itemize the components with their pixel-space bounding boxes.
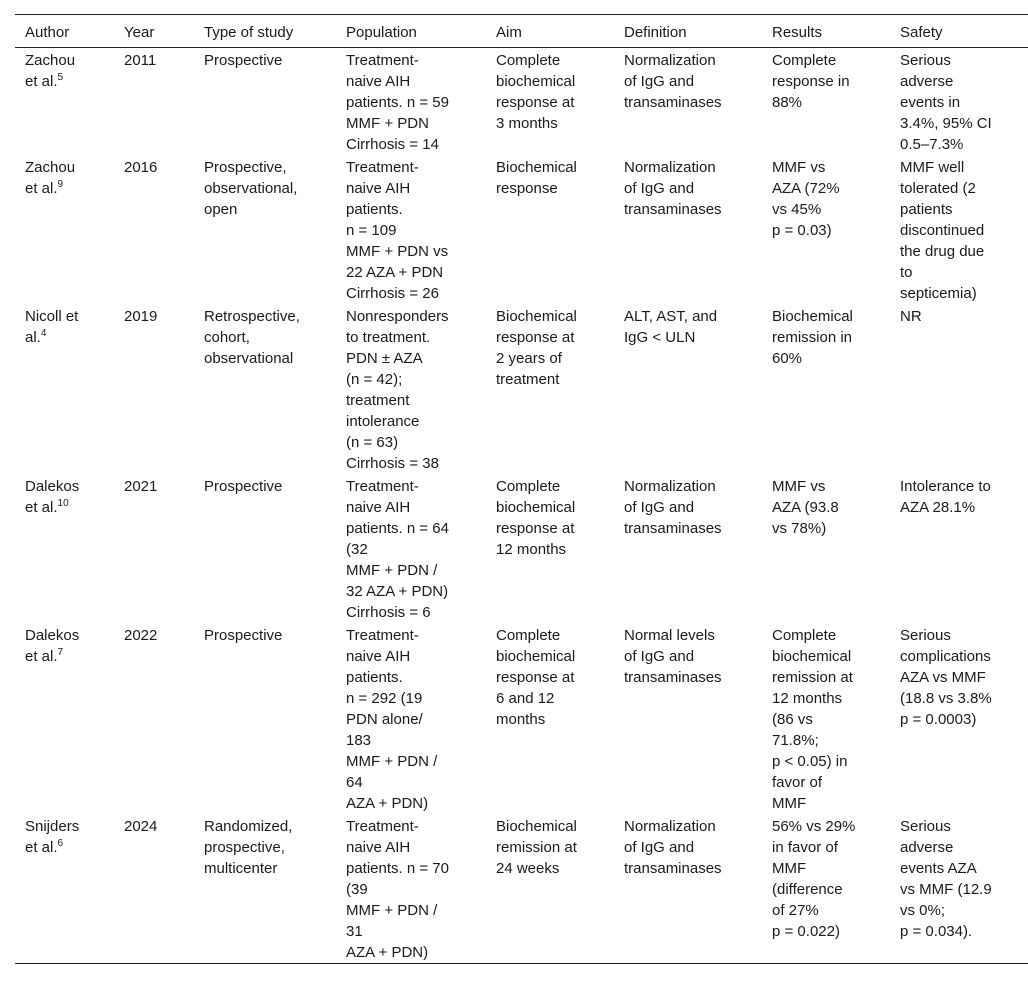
author-text: Dalekos et al.	[25, 478, 80, 516]
author-text: Dalekos et al.	[25, 627, 80, 665]
studies-table	[15, 14, 1028, 964]
cell-results: Biochemical remission in 60%	[772, 308, 853, 367]
cell-population: Treatment- naive AIH patients. n = 64 (32 MMF + PDN / 32 AZA + PDN) Cirrhosis = 6	[346, 478, 449, 621]
cell-year: 2021	[124, 478, 158, 495]
table-row	[15, 814, 1028, 964]
cell-results: MMF vs AZA (72% vs 45% p = 0.03)	[772, 159, 840, 239]
cell-author	[15, 48, 114, 156]
cell-aim: Complete biochemical response at 6 and 12 months	[496, 627, 576, 728]
cell-definition: Normal levels of IgG and transaminases	[624, 627, 722, 686]
cell-type: Prospective, observational, open	[204, 159, 298, 218]
cell-year: 2019	[124, 308, 158, 325]
cell-population: Treatment- naive AIH patients. n = 109 MMF + PDN vs 22 AZA + PDN Cirrhosis = 26	[346, 159, 449, 302]
table-row	[15, 304, 1028, 474]
cell-safety: MMF well tolerated (2 patients discontinued the drug due to septicemia)	[900, 159, 985, 302]
author-text: Zachou et al.	[25, 159, 76, 197]
cell-results: 56% vs 29% in favor of MMF (difference of 27% p = 0.022)	[772, 818, 856, 940]
header-safety: Safety	[900, 24, 943, 41]
author-text: Snijders et al.	[25, 818, 80, 856]
cell-type: Retrospective, cohort, observational	[204, 308, 300, 367]
table-header	[15, 15, 1028, 48]
cell-type: Prospective	[204, 478, 283, 495]
cell-definition: Normalization of IgG and transaminases	[624, 52, 722, 111]
cell-year: 2024	[124, 818, 158, 835]
reference-number: 4	[40, 328, 47, 339]
header-row	[15, 15, 1028, 48]
cell-type: Prospective	[204, 52, 283, 69]
cell-aim: Complete biochemical response at 12 months	[496, 478, 576, 558]
reference-number: 9	[57, 179, 64, 190]
cell-results: MMF vs AZA (93.8 vs 78%)	[772, 478, 839, 537]
table-row	[15, 155, 1028, 304]
author-text: Zachou et al.	[25, 52, 76, 90]
table-row	[15, 623, 1028, 814]
cell-definition: Normalization of IgG and transaminases	[624, 818, 722, 877]
cell-safety: Serious complications AZA vs MMF (18.8 vs 3.8% p = 0.0003)	[900, 627, 992, 728]
cell-author	[15, 155, 114, 304]
cell-type: Prospective	[204, 627, 283, 644]
cell-type: Randomized, prospective, multicenter	[204, 818, 293, 877]
table-row	[15, 48, 1028, 156]
cell-population: Treatment- naive AIH patients. n = 59 MMF + PDN Cirrhosis = 14	[346, 52, 449, 153]
table-body	[15, 48, 1028, 964]
cell-safety: Intolerance to AZA 28.1%	[900, 478, 991, 516]
cell-definition: Normalization of IgG and transaminases	[624, 478, 722, 537]
cell-definition: ALT, AST, and IgG < ULN	[624, 308, 718, 346]
cell-safety: Serious adverse events in 3.4%, 95% CI 0.5–7.3%	[900, 52, 992, 153]
header-author: Author	[25, 24, 70, 41]
cell-population: Treatment- naive AIH patients. n = 70 (39 MMF + PDN / 31 AZA + PDN)	[346, 818, 449, 961]
cell-safety: Serious adverse events AZA vs MMF (12.9 vs 0%; p = 0.034).	[900, 818, 992, 940]
header-definition: Definition	[624, 24, 687, 41]
header-aim: Aim	[496, 24, 522, 41]
author-text: Nicoll et al.	[25, 308, 79, 346]
reference-number: 5	[57, 72, 64, 83]
cell-author	[15, 814, 114, 964]
header-year: Year	[124, 24, 155, 41]
header-population: Population	[346, 24, 417, 41]
cell-aim: Biochemical response	[496, 159, 577, 197]
reference-number: 10	[57, 498, 69, 509]
reference-number: 7	[57, 647, 64, 658]
reference-number: 6	[57, 838, 64, 849]
cell-population: Nonresponders to treatment. PDN ± AZA (n = 42); treatment intolerance (n = 63) Cirrhosis = 38	[346, 308, 449, 472]
table-row	[15, 474, 1028, 623]
cell-year: 2022	[124, 627, 158, 644]
header-type-of-study: Type of study	[204, 24, 294, 41]
cell-population: Treatment- naive AIH patients. n = 292 (19 PDN alone/ 183 MMF + PDN / 64 AZA + PDN)	[346, 627, 438, 812]
cell-author	[15, 304, 114, 474]
cell-safety: NR	[900, 308, 922, 325]
cell-results: Complete biochemical remission at 12 months (86 vs 71.8%; p < 0.05) in favor of MMF	[772, 627, 853, 812]
cell-author	[15, 623, 114, 814]
header-results: Results	[772, 24, 823, 41]
cell-aim: Biochemical remission at 24 weeks	[496, 818, 577, 877]
cell-year: 2016	[124, 159, 158, 176]
cell-definition: Normalization of IgG and transaminases	[624, 159, 722, 218]
cell-aim: Complete biochemical response at 3 months	[496, 52, 576, 132]
cell-author	[15, 474, 114, 623]
cell-year: 2011	[124, 52, 157, 69]
cell-aim: Biochemical response at 2 years of treatment	[496, 308, 577, 388]
cell-results: Complete response in 88%	[772, 52, 850, 111]
